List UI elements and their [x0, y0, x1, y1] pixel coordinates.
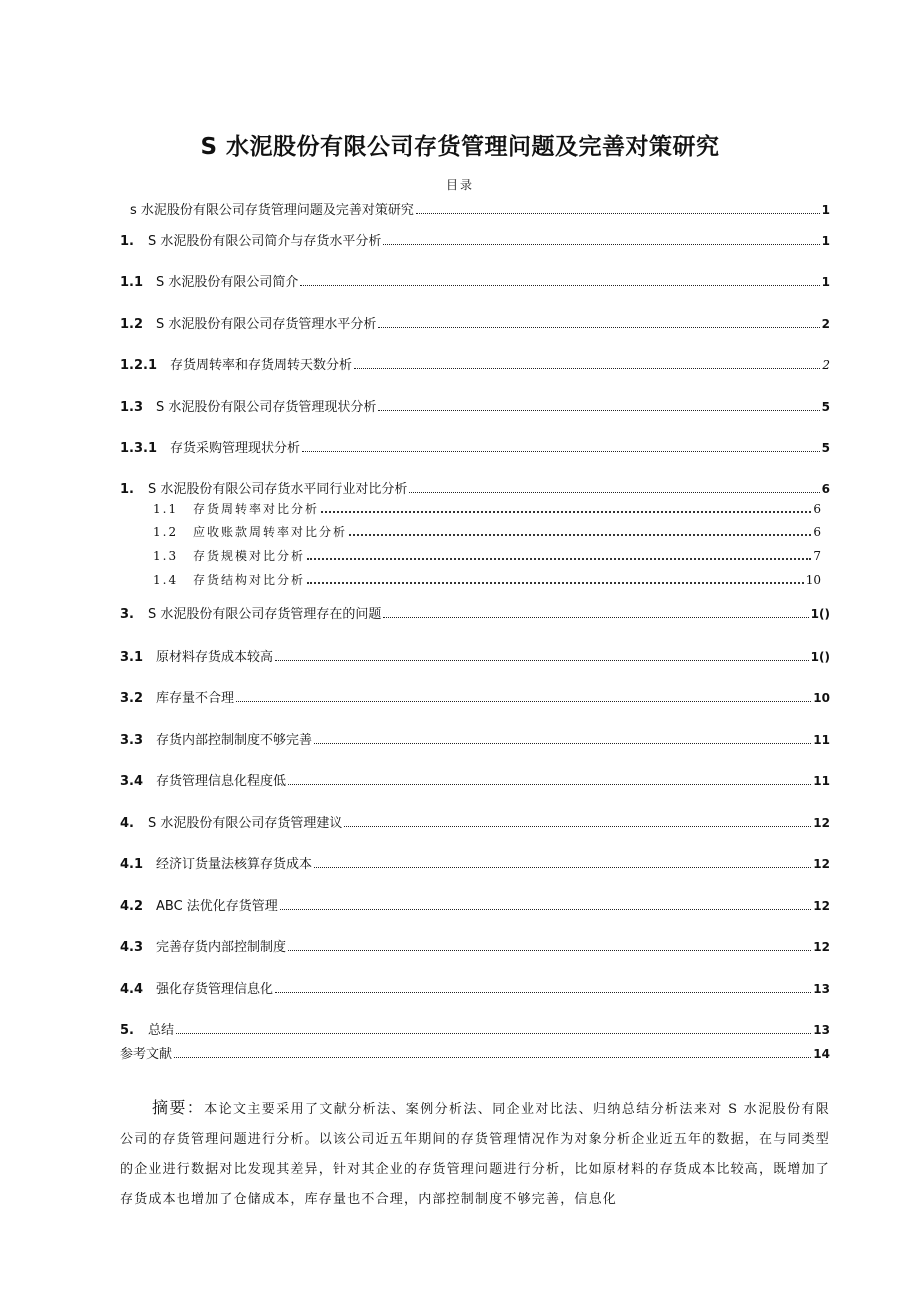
toc-entry-page: 14 [813, 1047, 830, 1061]
toc-entry-title: S 水泥股份有限公司存货管理存在的问题 [148, 607, 382, 622]
toc-entry-title: ABC 法优化存货管理 [156, 899, 278, 914]
toc-entry[interactable] [120, 199, 830, 218]
toc-entry-title: S 水泥股份有限公司存货水平同行业对比分析 [148, 482, 408, 497]
toc-entry-title: s 水泥股份有限公司存货管理问题及完善对策研究 [130, 203, 414, 218]
toc-entry-number: 4. [120, 816, 134, 831]
toc-entry[interactable] [153, 523, 821, 540]
toc-dot-leader [383, 243, 819, 245]
toc-entry[interactable] [153, 547, 821, 564]
toc-entry[interactable] [120, 853, 830, 872]
toc-entry-title: 存货结构对比分析 [193, 573, 306, 587]
toc-entry-number: 1.3 [153, 549, 179, 563]
toc-dot-leader [288, 949, 811, 951]
toc-entry-title: 存货周转率和存货周转天数分析 [170, 358, 353, 373]
toc-entry-title: 存货内部控制制度不够完善 [156, 733, 313, 748]
toc-dot-leader [349, 533, 811, 536]
toc-entry[interactable] [120, 729, 830, 748]
toc-entry-title: 存货管理信息化程度低 [156, 774, 287, 789]
toc-entry[interactable] [120, 478, 830, 497]
toc-dot-leader [383, 616, 808, 618]
toc-entry-page: 7 [813, 549, 821, 563]
toc-dot-leader [307, 581, 804, 584]
toc-entry-title: 完善存货内部控制制度 [156, 940, 287, 955]
toc-entry-number: 3.4 [120, 774, 144, 789]
toc-entry-title: 强化存货管理信息化 [156, 982, 274, 997]
toc-entry-number: 1. [120, 234, 134, 249]
toc-entry-page: 5 [821, 441, 830, 455]
toc-entry-title: 应收账款周转率对比分析 [193, 525, 348, 539]
toc-entry-title: S 水泥股份有限公司存货管理现状分析 [156, 400, 377, 415]
toc-entry[interactable] [120, 687, 830, 706]
toc-entry[interactable] [120, 812, 830, 831]
toc-entry-title: 存货采购管理现状分析 [170, 441, 301, 456]
toc-entry-number: 1. [120, 482, 134, 497]
toc-dot-leader [321, 510, 811, 513]
toc-entry[interactable] [120, 895, 830, 914]
toc-entry-number: 4.1 [120, 857, 144, 872]
toc-entry[interactable] [120, 978, 830, 997]
toc-entry-number: 4.3 [120, 940, 144, 955]
abstract-label: 摘要： [152, 1098, 205, 1117]
toc-entry-page: 11 [813, 774, 830, 788]
toc-dot-leader [236, 700, 811, 702]
toc-entry[interactable] [120, 1043, 830, 1062]
toc-entry-page: 1() [810, 607, 830, 621]
toc-dot-leader [280, 908, 812, 910]
toc-entry-page: 12 [813, 816, 830, 830]
toc-entry-page: 5 [821, 400, 830, 414]
toc-entry-page: 2 [822, 358, 830, 372]
toc-entry-page: 1 [821, 234, 830, 248]
toc-entry[interactable] [153, 571, 821, 588]
toc-entry-page: 1 [821, 203, 830, 217]
toc-dot-leader [354, 367, 820, 369]
toc-entry-page: 12 [813, 899, 830, 913]
toc-entry[interactable] [120, 271, 830, 290]
toc-entry-page: 6 [813, 525, 821, 539]
toc-entry[interactable] [120, 396, 830, 415]
toc-entry-number: 1.2.1 [120, 358, 158, 373]
toc-dot-leader [288, 783, 811, 785]
toc-entry[interactable] [120, 230, 830, 249]
toc-entry-page: 6 [821, 482, 830, 496]
toc-entry[interactable] [120, 354, 830, 373]
toc-entry-number: 3.1 [120, 650, 144, 665]
toc-entry-number: 3.3 [120, 733, 144, 748]
toc-entry-page: 1 [821, 275, 830, 289]
toc-entry[interactable] [120, 646, 830, 665]
toc-entry[interactable] [120, 437, 830, 456]
toc-entry-title: S 水泥股份有限公司简介与存货水平分析 [148, 234, 382, 249]
toc-dot-leader [302, 450, 820, 452]
toc-entry-page: 12 [813, 940, 830, 954]
toc-entry-title: S 水泥股份有限公司简介 [156, 275, 299, 290]
toc-dot-leader [174, 1056, 811, 1058]
toc-entry-number: 1.4 [153, 573, 179, 587]
toc-dot-leader [300, 284, 819, 286]
toc-entry-page: 2 [821, 317, 830, 331]
toc-entry-page: 1() [810, 650, 830, 664]
toc-entry-number: 3. [120, 607, 134, 622]
toc-entry-page: 10 [805, 573, 821, 587]
toc-dot-leader [344, 825, 811, 827]
toc-dot-leader [378, 409, 819, 411]
toc-entry-number: 4.2 [120, 899, 144, 914]
toc-entry-number: 1.2 [153, 525, 179, 539]
toc-entry-title: 存货规模对比分析 [193, 549, 306, 563]
toc-entry-page: 13 [813, 982, 830, 996]
toc-entry-page: 6 [813, 502, 821, 516]
toc-entry-number: 1.3 [120, 400, 144, 415]
toc-entry-title: 参考文献 [120, 1047, 173, 1062]
toc-entry-number: 1.3.1 [120, 441, 158, 456]
toc-entry[interactable] [153, 500, 821, 517]
toc-dot-leader [409, 491, 819, 493]
toc-entry-title: 库存量不合理 [156, 691, 235, 706]
toc-entry-title: 经济订货量法核算存货成本 [156, 857, 313, 872]
toc-entry-number: 5. [120, 1023, 134, 1038]
toc-entry-number: 1.1 [120, 275, 144, 290]
toc-entry-number: 4.4 [120, 982, 144, 997]
abstract [120, 1093, 830, 1215]
toc-dot-leader [275, 659, 809, 661]
toc-entry-page: 12 [813, 857, 830, 871]
toc-entry-title: 存货周转率对比分析 [193, 502, 320, 516]
abstract-text: 本论文主要采用了文献分析法、案例分析法、同企业对比法、归纳总结分析法来对 S 水泥股份有限公司的存货管理问题进行分析。以该公司近五年期间的存货管理情况作为对象分析企业近五年的数据，在与同类型的企业进行数据对比发现其差异，针对其企业的存货管理问题进行分析，比如原材料的存货成本比较高，既增加了存货成本也增加了仓储成本，库存量也不合理，内部控制制度不够完善，信息化 [120, 1102, 831, 1207]
toc-entry-number: 3.2 [120, 691, 144, 706]
toc-dot-leader [275, 991, 811, 993]
toc-entry[interactable] [120, 936, 830, 955]
toc-entry[interactable] [120, 313, 830, 332]
toc-entry-page: 11 [813, 733, 830, 747]
toc-entry-title: 总结 [148, 1023, 175, 1038]
toc-entry-title: 原材料存货成本较高 [156, 650, 274, 665]
toc-dot-leader [314, 742, 811, 744]
toc-entry-title: S 水泥股份有限公司存货管理建议 [148, 816, 343, 831]
toc-heading: 目录 [445, 178, 474, 192]
toc-dot-leader [416, 212, 820, 214]
toc-dot-leader [176, 1032, 811, 1034]
toc-dot-leader [378, 326, 819, 328]
toc-entry-number: 1.2 [120, 317, 144, 332]
document-title: S 水泥股份有限公司存货管理问题及完善对策研究 [200, 134, 720, 160]
toc-dot-leader [307, 557, 811, 560]
toc-entry[interactable] [120, 603, 830, 622]
toc-entry[interactable] [120, 770, 830, 789]
toc-entry[interactable] [120, 1019, 830, 1038]
toc-entry-title: S 水泥股份有限公司存货管理水平分析 [156, 317, 377, 332]
toc-entry-page: 13 [813, 1023, 830, 1037]
toc-dot-leader [314, 866, 811, 868]
toc-entry-page: 10 [813, 691, 830, 705]
toc-entry-number: 1.1 [153, 502, 179, 516]
